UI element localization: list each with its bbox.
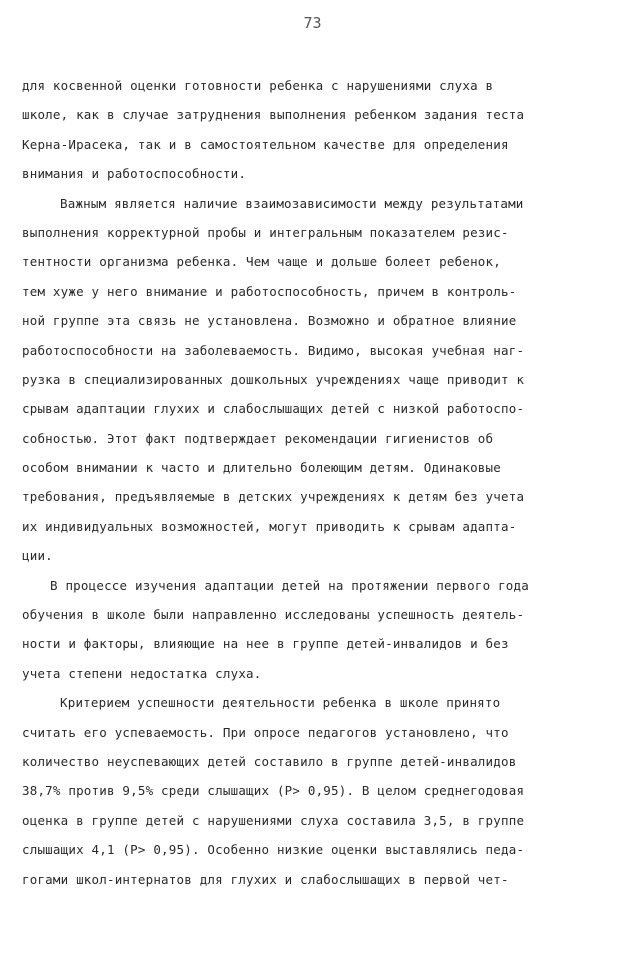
text-line: Важным является наличие взаимозависимости между результатами [60, 195, 524, 211]
text-line: собностью. Этот факт подтверждает рекомендации гигиенистов об [22, 430, 494, 446]
text-line: Керна-Ирасека, так и в самостоятельном качестве для определения [22, 136, 509, 152]
text-line: школе, как в случае затруднения выполнения ребенком задания теста [22, 107, 525, 123]
text-line: считать его успеваемость. При опросе педагогов установлено, что [22, 724, 509, 740]
text-line: В процессе изучения адаптации детей на протяжении первого года [50, 577, 529, 593]
text-line: рузка в специализированных дошкольных учреждениях чаще приводит к [22, 371, 525, 387]
text-line: обучения в школе были направленно исследованы успешность деятель- [22, 607, 525, 623]
text-line: особом внимании к часто и длительно болеющим детям. Одинаковые [22, 460, 501, 476]
text-line: 38,7% против 9,5% среди слышащих (P> 0,95). В целом среднегодовая [22, 783, 525, 799]
text-line: учета степени недостатка слуха. [22, 665, 262, 681]
text-line: оценка в группе детей с нарушениями слуха составила 3,5, в группе [22, 812, 525, 828]
text-line: срывам адаптации глухих и слабослышащих детей с низкой работоспо- [22, 401, 525, 417]
text-line: Критерием успешности деятельности ребенка в школе принято [60, 695, 501, 711]
text-line: ной группе эта связь не установлена. Возможно и обратное влияние [22, 313, 517, 329]
text-line: ности и факторы, влияющие на нее в группе детей-инвалидов и без [22, 636, 509, 652]
text-line: ции. [22, 548, 53, 564]
text-line: их индивидуальных возможностей, могут приводить к срывам адапта- [22, 518, 517, 534]
text-line: требования, предъявляемые в детских учреждениях к детям без учета [22, 489, 525, 505]
text-line: гогами школ-интернатов для глухих и слабослышащих в первой чет- [22, 871, 509, 887]
text-line: тентности организма ребенка. Чем чаще и дольше болеет ребенок, [22, 254, 501, 270]
page-number: 73 [303, 14, 322, 32]
body-text [22, 71, 607, 894]
text-line: работоспособности на заболеваемость. Видимо, высокая учебная наг- [22, 342, 525, 358]
text-line: количество неуспевающих детей составило в группе детей-инвалидов [22, 753, 517, 769]
text-line: выполнения корректурной пробы и интегральным показателем резис- [22, 224, 509, 240]
text-line: для косвенной оценки готовности ребенка с нарушениями слуха в [22, 78, 494, 93]
text-line: слышащих 4,1 (P> 0,95). Особенно низкие оценки выставлялись педа- [22, 842, 525, 858]
text-line: внимания и работоспособности. [22, 166, 247, 182]
text-line: тем хуже у него внимание и работоспособность, причем в контроль- [22, 283, 517, 299]
